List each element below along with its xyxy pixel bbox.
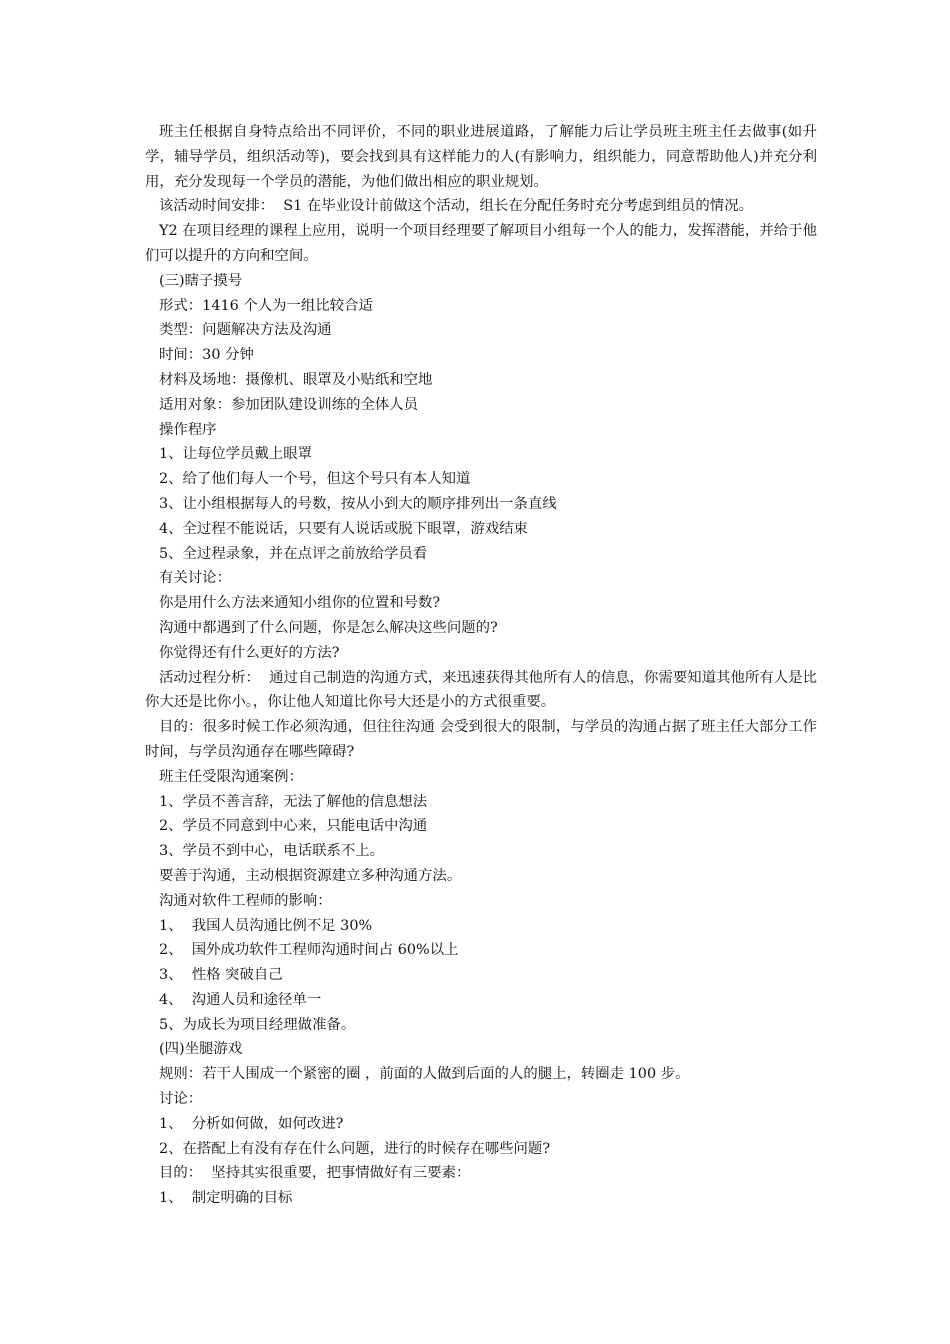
paragraph-format: 形式：1416 个人为一组比较合适 (159, 297, 373, 314)
list-item-impact-2: 2、 国外成功软件工程师沟通时间占 60%以上 (159, 942, 459, 959)
list-item-case-1: 1、学员不善言辞，无法了解他的信息想法 (159, 793, 428, 810)
list-item-impact-4: 4、 沟通人员和途径单一 (159, 991, 322, 1008)
list-item-procedure-2: 2、给了他们每人一个号，但这个号只有本人知道 (159, 471, 471, 488)
list-item-discussion-1: 1、 分析如何做，如何改进? (159, 1115, 344, 1132)
paragraph-discussion-heading: 有关讨论： (159, 570, 231, 587)
document-page (145, 120, 817, 1211)
section-heading-lap-game: (四)坐腿游戏 (159, 1041, 243, 1058)
paragraph-audience: 适用对象：参加团队建设训练的全体人员 (159, 396, 419, 413)
list-item-impact-1: 1、 我国人员沟通比例不足 30% (159, 917, 373, 934)
paragraph-time: 时间：30 分钟 (159, 347, 254, 364)
list-item-procedure-3: 3、让小组根据每人的号数，按从小到大的顺序排列出一条直线 (159, 495, 557, 512)
list-item-impact-3: 3、 性格 突破自己 (159, 967, 283, 984)
section-heading-blind-numbers: (三)瞎子摸号 (159, 272, 243, 289)
paragraph-question-3: 你觉得还有什么更好的方法? (159, 644, 340, 661)
paragraph-schedule-s1: 该活动时间安排： S1 在毕业设计前做这个活动，组长在分配任务时充分考虑到组员的情况。 (159, 198, 753, 215)
list-item-discussion-2: 2、在搭配上有没有存在什么问题，进行的时候存在哪些问题? (159, 1140, 551, 1157)
paragraph-purpose-persistence: 目的： 坚持其实很重要，把事情做好有三要素： (159, 1165, 471, 1182)
paragraph-type: 类型：问题解决方法及沟通 (159, 322, 332, 339)
paragraph-materials: 材料及场地：摄像机、眼罩及小贴纸和空地 (159, 371, 433, 388)
paragraph-communication-advice: 要善于沟通，主动根据资源建立多种沟通方法。 (159, 867, 462, 884)
paragraph-rules: 规则：若干人围成一个紧密的圈 ，前面的人做到后面的人的腿上，转圈走 100 步。 (159, 1066, 690, 1083)
list-item-case-3: 3、学员不到中心，电话联系不上。 (159, 843, 385, 860)
paragraph-question-2: 沟通中都遇到了什么问题，你是怎么解决这些问题的? (159, 619, 498, 636)
list-item-element-1: 1、 制定明确的目标 (159, 1190, 293, 1207)
paragraph-question-1: 你是用什么方法来通知小组你的位置和号数? (159, 595, 441, 612)
paragraph-cases-heading: 班主任受限沟通案例： (159, 768, 303, 785)
paragraph-engineer-impact-heading: 沟通对软件工程师的影响： (159, 892, 332, 909)
list-item-procedure-4: 4、全过程不能说话，只要有人说话或脱下眼罩，游戏结束 (159, 520, 528, 537)
paragraph-process-analysis: 活动过程分析： 通过自己制造的沟通方式，来迅速获得其他所有人的信息，你需要知道其他所有人是比你大还是比你小。，你让他人知道比你号大还是小的方式很重要。 (145, 669, 817, 711)
paragraph-discussion-heading-2: 讨论： (159, 1091, 203, 1108)
list-item-procedure-1: 1、让每位学员戴上眼罩 (159, 446, 313, 463)
paragraph-intro-evaluation: 班主任根据自身特点给出不同评价，不同的职业进展道路，了解能力后让学员班主班主任去做事(如升学，辅导学员，组织活动等)，要会找到具有这样能力的人(有影响力，组织能力，同意帮助他人)并充分利用，充分发现每一个学员的潜能，为他们做出相应的职业规划。 (145, 124, 817, 190)
list-item-procedure-5: 5、全过程录象，并在点评之前放给学员看 (159, 545, 428, 562)
paragraph-purpose-communication: 目的：很多时候工作必须沟通，但往往沟通 会受到很大的限制，与学员的沟通占据了班主任大部分工作时间，与学员沟通存在哪些障碍? (145, 719, 817, 760)
list-item-case-2: 2、学员不同意到中心来，只能电话中沟通 (159, 818, 428, 835)
list-item-impact-5: 5、为成长为项目经理做准备。 (159, 1016, 356, 1033)
paragraph-procedure-heading: 操作程序 (159, 421, 217, 438)
paragraph-schedule-y2: Y2 在项目经理的课程上应用，说明一个项目经理要了解项目小组每一个人的能力，发挥潜能，并给于他们可以提升的方向和空间。 (145, 223, 817, 264)
